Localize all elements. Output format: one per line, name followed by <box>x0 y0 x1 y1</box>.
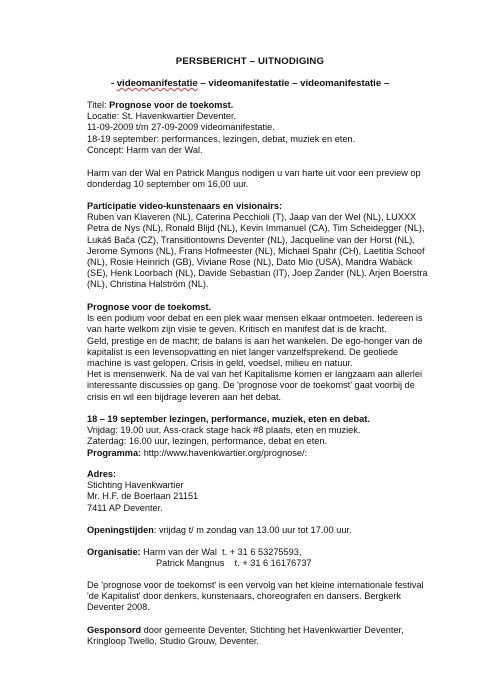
program-line: Zaterdag: 16.00 uur, lezingen, performance, debat en eten. <box>87 436 328 447</box>
program-line: Vrijdag: 19.00 uur, Ass-crack stage hack #8 plaats, eten en muziek. <box>87 425 361 436</box>
hours-value: : vrijdag t/ m zondag van 13.00 uur tot 17.00 uur. <box>153 525 352 535</box>
participants-line: Lukáš Bača (CZ), Transitiontowns Deventer (NL), Jacqueline van der Horst (NL), <box>87 234 415 245</box>
participants-line: Petra de Nys (NL), Ronald Blijd (NL), Kevin Immanuel (CA), Tim Scheidegger (NL), <box>87 223 425 234</box>
participants-line: (NL), Rosie Heinrich (GB), Viviane Rose (NL), Dato Mio (USA), Mandra Wabäck <box>87 257 413 268</box>
document-subtitle <box>0 78 500 89</box>
programma-label: Programma: <box>87 447 144 458</box>
title-line <box>87 100 447 111</box>
invite-line: Harm van der Wal en Patrick Mangus nodigen u van harte uit voor een preview op <box>87 168 421 178</box>
address-heading: Adres: <box>87 469 117 479</box>
address-line: 7411 AP Deventer. <box>87 502 163 513</box>
intro-section <box>87 100 447 156</box>
participants-line: (NL), Christina Halström (NL). <box>87 279 209 290</box>
participants-heading: Participatie video-kunstenaars en visionairs: <box>87 201 283 211</box>
title-label: Titel: <box>87 100 110 110</box>
intro-line: 11-09-2009 t/m 27-09-2009 videomanifestatie. <box>87 122 275 133</box>
subtitle-rest: – videomanifestatie – videomanifestatie – <box>197 78 390 89</box>
prognose-line: Geld, prestige en de macht; de balans is aan het wankelen. De ego-honger van de <box>87 335 423 346</box>
participants-line: Jerome Symons (NL), Frans Hofmeester (NL), Michael Spahr (CH), Laetitia Schoof <box>87 245 425 256</box>
subtitle-prefix: - <box>110 78 117 89</box>
prognose-line: crisis en wil een bijdrage leveren aan het debat. <box>87 391 282 402</box>
program-section <box>87 414 447 459</box>
intro-line: Concept: Harm van der Wal. <box>87 144 203 155</box>
prognose-line: kapitalist is een levensopvatting en niet langer vanzelfsprekend. De geoliede <box>87 346 399 357</box>
sponsor-label: Gesponsord <box>87 625 142 635</box>
organisation-name-1: Harm van der Wal <box>143 547 217 557</box>
organisation-line-1 <box>87 547 447 558</box>
sponsor-section <box>87 625 447 647</box>
participants-section <box>87 201 447 291</box>
prognose-heading: Prognose voor de toekomst. <box>87 302 212 312</box>
participants-line: Ruben van Klaveren (NL), Caterina Pecchioli (T), Jaap van der Wel (NL), LUXXX <box>87 212 417 223</box>
closing-line: De 'prognose voor de toekomst' is een vervolg van het kleine internationale festival <box>87 580 424 590</box>
closing-line: 'de Kapitalist' door denkers, kunstenaars, choreografen en dansers. Bergkerk <box>87 591 402 602</box>
organisation-name-2: Patrick Mangnus <box>156 558 225 569</box>
closing-line: Deventer 2008. <box>87 602 150 613</box>
programma-link[interactable]: http://www.havenkwartier.org/prognose/: <box>143 447 308 458</box>
address-line: Stichting Havenkwartier <box>87 480 184 491</box>
closing-section <box>87 580 447 614</box>
address-section <box>87 469 447 514</box>
organisation-phone-2: t. + 31 6 16176737 <box>234 558 312 569</box>
hours-section <box>87 525 447 536</box>
hours-line <box>87 525 447 536</box>
organisation-label: Organisatie: <box>87 547 144 557</box>
participants-line: (SE), Henk Loorbach (NL), Davide Sebastian (IT), Joep Zander (NL). Arjen Boerstra <box>87 268 428 279</box>
prognose-line: Is een podium voor debat en een plek waar mensen elkaar ontmoeten. Iedereen is <box>87 313 423 324</box>
document-title: PERSBERICHT – UITNODIGING <box>175 56 325 67</box>
program-heading: 18 – 19 september lezingen, performance, muziek, eten en debat. <box>87 414 370 424</box>
organisation-section <box>87 547 447 569</box>
intro-line: Locatie: St. Havenkwartier Deventer. <box>87 111 237 122</box>
subtitle-first-word: videomanifestatie <box>116 78 198 89</box>
prognose-line: interessante discussies op gang. De 'prognose voor de toekomst' gaat voorbij de <box>87 380 415 391</box>
sponsor-text-1: door gemeente Deventer, Stichting het Havenkwartier Deventer, <box>141 625 404 635</box>
organisation-phone-1: t. + 31 6 53275593, <box>221 547 302 557</box>
prognose-line: machine is vast gelopen. Crisis in geld, voedsel, milieu en natuur. <box>87 358 353 369</box>
prognose-line: Het is mensenwerk. Na de val van het Kapitalisme komen er langzaam aan allerlei <box>87 369 422 380</box>
intro-line: 18-19 september: performances, lezingen, debat, muziek en eten. <box>87 133 356 144</box>
prognose-line: van harte welkom zijn visie te geven. Kritisch en manifest dat is de kracht. <box>87 324 387 335</box>
prognose-section <box>87 302 447 403</box>
invite-line: donderdag 10 september om 16,00 uur. <box>87 179 249 190</box>
sponsor-line-1 <box>87 625 447 636</box>
title-value: Prognose voor de toekomst. <box>109 100 234 110</box>
invite-section <box>87 168 447 190</box>
sponsor-line-2: Kringloop Twello, Studio Grouw, Deventer. <box>87 636 259 647</box>
programma-line <box>87 448 447 459</box>
address-line: Mr. H.F. de Boerlaan 21151 <box>87 491 199 502</box>
organisation-line-2 <box>87 558 447 569</box>
hours-label: Openingstijden <box>87 525 154 535</box>
